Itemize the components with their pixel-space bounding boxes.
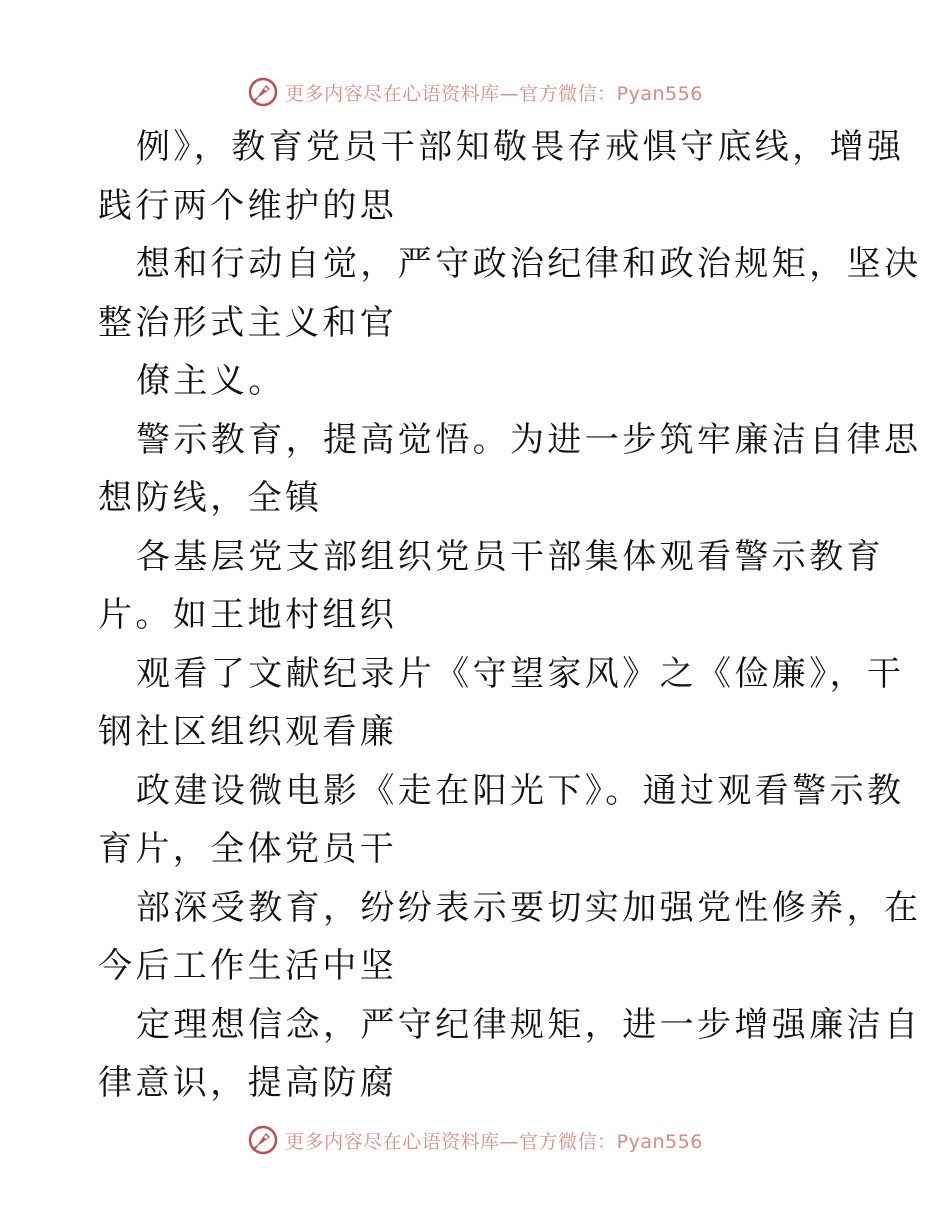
- header-watermark: [0, 72, 950, 112]
- pen-nib-logo-icon: [247, 1124, 279, 1156]
- text-line: 定理想信念，严守纪律规矩，进一步增强廉洁自: [136, 1004, 922, 1045]
- pen-nib-logo-icon: [247, 76, 279, 108]
- watermark-text: 更多内容尽在心语资料库—官方微信：Pyan556: [285, 1130, 703, 1153]
- watermark-text: 更多内容尽在心语资料库—官方微信：Pyan556: [285, 82, 703, 105]
- text-line: 各基层党支部组织党员干部集体观看警示教育: [136, 536, 884, 577]
- text-line: 律意识，提高防腐: [98, 1063, 398, 1103]
- text-line: 片。如王地村组织: [98, 595, 398, 635]
- footer-watermark: [0, 1120, 950, 1160]
- text-line: 育片，全体党员干: [98, 829, 398, 869]
- text-line: 钢社区组织观看廉: [98, 712, 398, 752]
- text-line: 例》，教育党员干部知敬畏存戒惧守底线，增强: [136, 127, 905, 167]
- text-line: 政建设微电影《走在阳光下》。通过观看警示教: [136, 770, 905, 811]
- document-body: [98, 118, 922, 1113]
- text-line: 僚主义。: [136, 361, 286, 401]
- text-line: 想防线，全镇: [98, 478, 323, 518]
- text-line: 想和行动自觉，严守政治纪律和政治规矩，坚决: [136, 244, 922, 284]
- text-line: 警示教育，提高觉悟。为进一步筑牢廉洁自律思: [136, 419, 922, 460]
- text-line: 今后工作生活中坚: [98, 946, 398, 986]
- text-line: 部深受教育，纷纷表示要切实加强党性修养，在: [136, 887, 922, 928]
- text-line: 践行两个维护的思: [98, 185, 398, 226]
- text-line: 整治形式主义和官: [98, 302, 398, 343]
- text-line: 观看了文献纪录片《守望家风》之《俭廉》，干: [136, 653, 905, 694]
